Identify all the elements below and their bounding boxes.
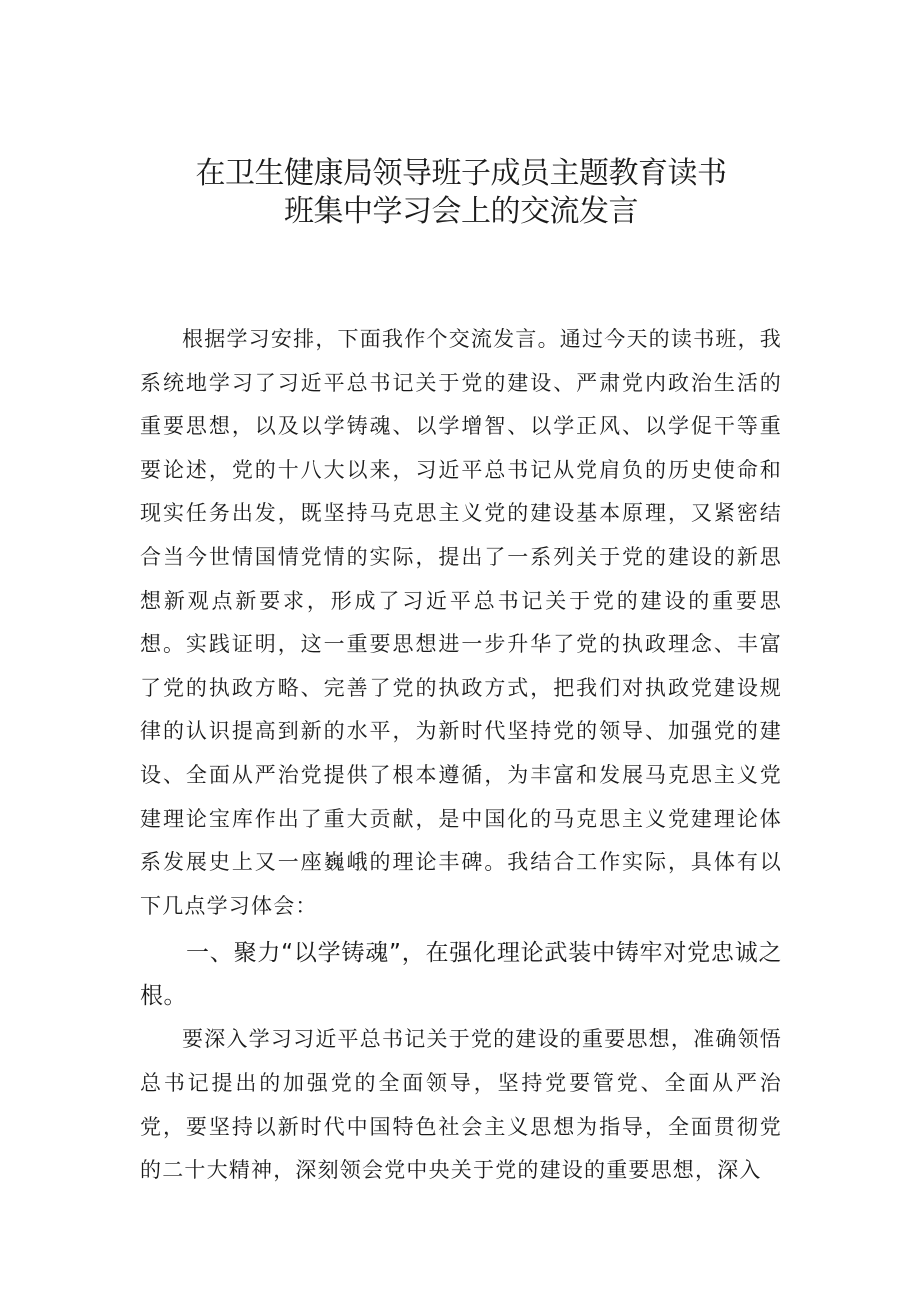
title-line-2: 班集中学习会上的交流发言 <box>284 194 638 229</box>
document-body <box>140 318 782 1193</box>
paragraph-section-1: 要深入学习习近平总书记关于党的建设的重要思想，准确领悟总书记提出的加强党的全面领导，坚持党要管党、全面从严治党，要坚持以新时代中国特色社会主义思想为指导，全面贯彻党的二十大精神，深刻领会党中央关于党的建设的重要思想，深入 <box>140 1027 782 1183</box>
document-title <box>140 155 782 231</box>
title-line-1: 在卫生健康局领导班子成员主题教育读书 <box>195 156 727 191</box>
section-heading-1: 一、聚力“以学铸魂”，在强化理论武装中铸牢对党忠诚之根。 <box>140 940 782 1010</box>
paragraph-intro: 根据学习安排，下面我作个交流发言。通过今天的读书班，我系统地学习了习近平总书记关于党的建设、严肃党内政治生活的重要思想，以及以学铸魂、以学增智、以学正风、以学促干等重要论述，党的十八大以来，习近平总书记从党肩负的历史使命和现实任务出发，既坚持马克思主义党的建设基本原理，又紧密结合当今世情国情党情的实际，提出了一系列关于党的建设的新思想新观点新要求，形成了习近平总书记关于党的建设的重要思想。实践证明，这一重要思想进一步升华了党的执政理念、丰富了党的执政方略、完善了党的执政方式，把我们对执政党建设规律的认识提高到新的水平，为新时代坚持党的领导、加强党的建设、全面从严治党提供了根本遵循，为丰富和发展马克思主义党建理论宝库作出了重大贡献，是中国化的马克思主义党建理论体系发展史上又一座巍峨的理论丰碑。我结合工作实际，具体有以下几点学习体会： <box>140 327 782 918</box>
